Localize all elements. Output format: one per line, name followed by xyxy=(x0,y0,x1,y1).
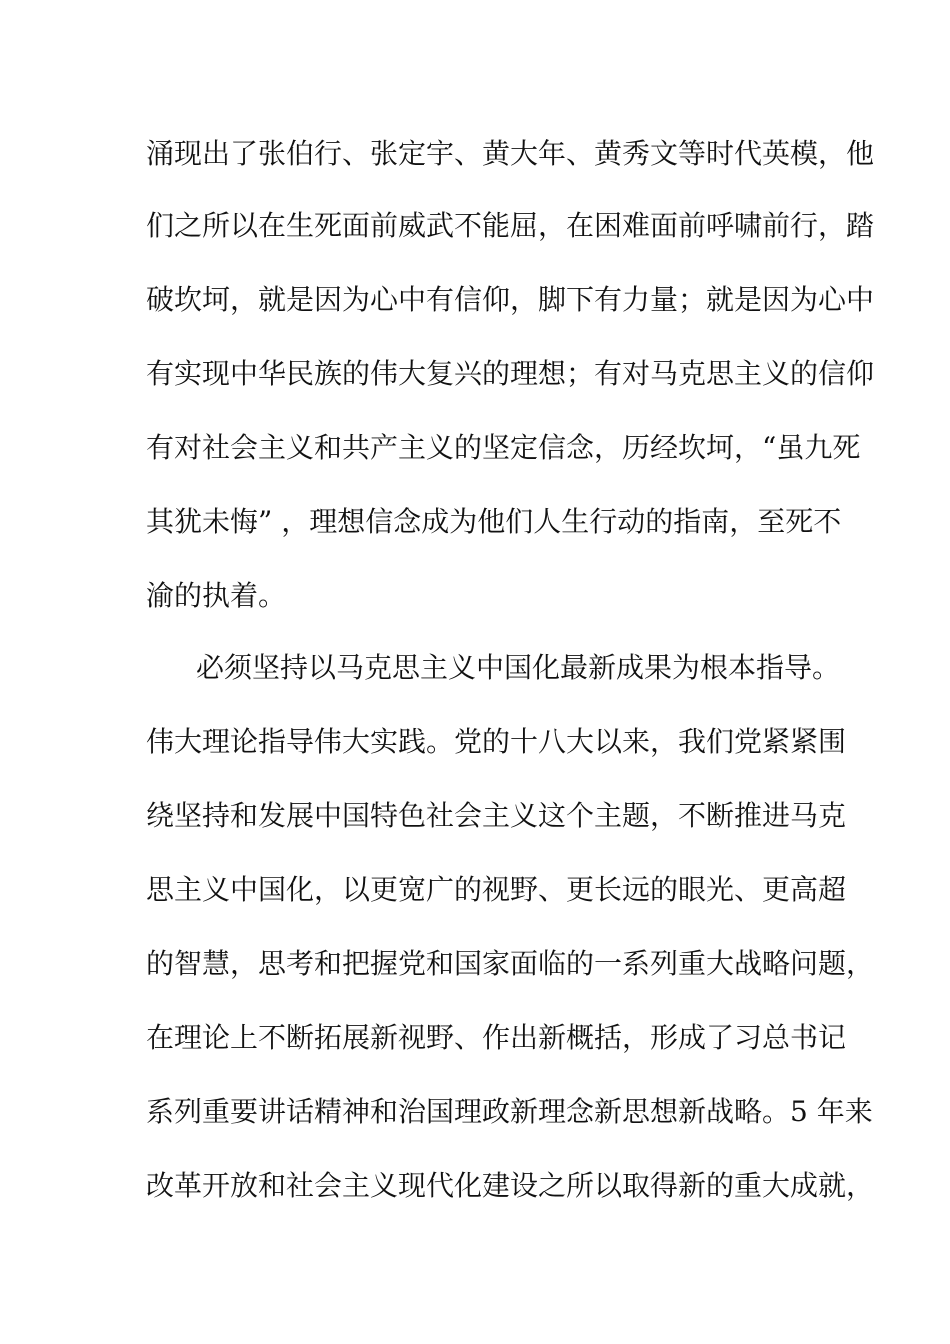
text-line-4: 有实现中华民族的伟大复兴的理想；有对马克思主义的信仰 xyxy=(146,357,875,390)
text-line-9: 伟大理论指导伟大实践。党的十八大以来，我们党紧紧围 xyxy=(146,725,847,758)
text-line-2: 们之所以在生死面前威武不能屈，在困难面前呼啸前行，踏 xyxy=(146,209,875,242)
paragraph-heading: 必须坚持以马克思主义中国化最新成果为根本指导。 xyxy=(196,651,841,684)
text-line-14: 系列重要讲话精神和治国理政新理念新思想新战略。5 年来 xyxy=(146,1095,873,1128)
text-line-7: 渝的执着。 xyxy=(146,579,287,612)
text-line-15: 改革开放和社会主义现代化建设之所以取得新的重大成就， xyxy=(146,1169,875,1202)
text-line-11: 思主义中国化，以更宽广的视野、更长远的眼光、更高超 xyxy=(146,873,847,906)
text-line-6: 其犹未悔” ，理想信念成为他们人生行动的指南，至死不 xyxy=(146,505,842,538)
text-line-12: 的智慧，思考和把握党和国家面临的一系列重大战略问题， xyxy=(146,947,875,980)
text-line-13: 在理论上不断拓展新视野、作出新概括，形成了习总书记 xyxy=(146,1021,847,1054)
text-line-10: 绕坚持和发展中国特色社会主义这个主题，不断推进马克 xyxy=(146,799,847,832)
text-line-5: 有对社会主义和共产主义的坚定信念，历经坎坷，“虽九死 xyxy=(146,431,861,464)
text-line-1: 涌现出了张伯行、张定宇、黄大年、黄秀文等时代英模，他 xyxy=(146,137,875,170)
text-line-3: 破坎坷，就是因为心中有信仰，脚下有力量；就是因为心中 xyxy=(146,283,875,316)
